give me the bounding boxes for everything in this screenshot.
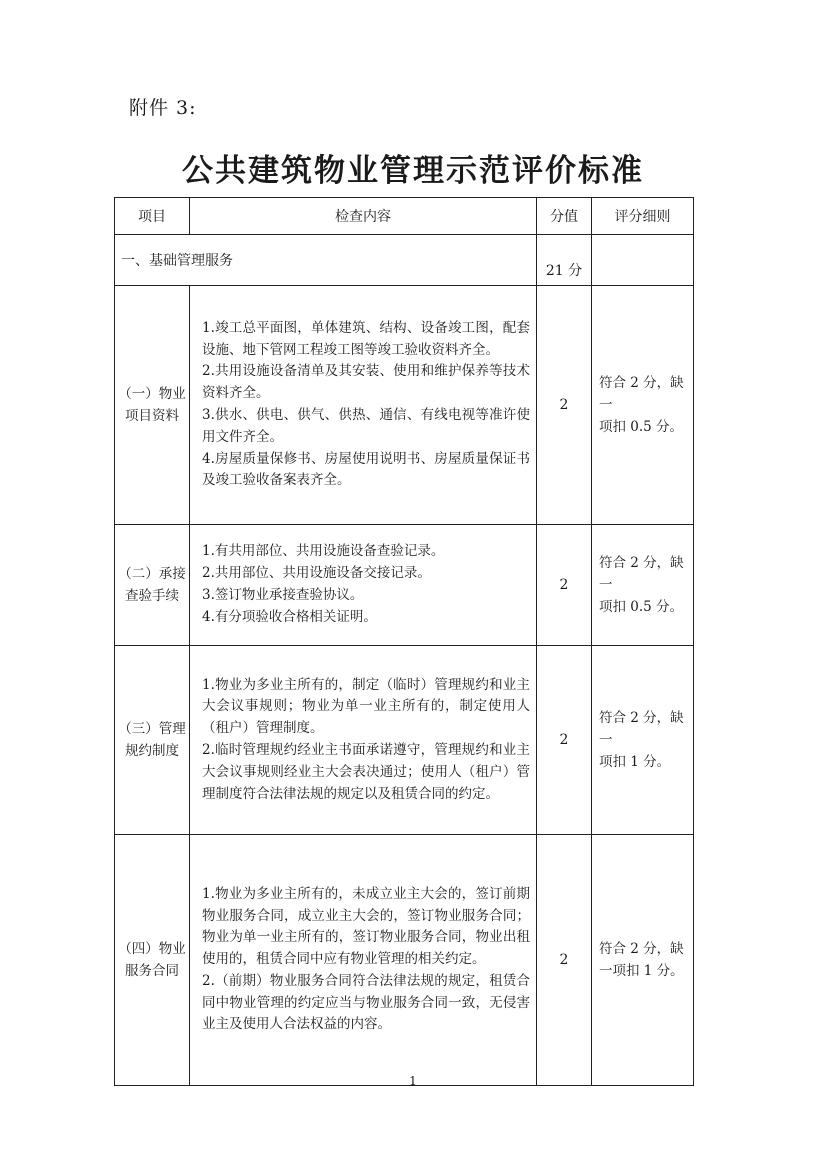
section-label: 一、基础管理服务 — [115, 235, 537, 286]
content-cell — [190, 286, 537, 525]
section-detail-empty — [592, 235, 694, 286]
content-point: 3.签订物业承接查验协议。 — [202, 587, 364, 603]
table-row — [115, 525, 694, 646]
header-score: 分值 — [537, 198, 592, 235]
detail-cell — [592, 646, 694, 835]
content-point: 4.房屋质量保修书、房屋使用说明书、房屋质量保证书及竣工验收备案表齐全。 — [202, 450, 530, 489]
table-header-row — [115, 198, 694, 235]
item-line: （三）管理 — [118, 721, 186, 737]
detail-cell — [592, 835, 694, 1086]
item-cell — [115, 835, 190, 1086]
content-point: 1.物业为多业主所有的，未成立业主大会的，签订前期物业服务合同，成立业主大会的，签订物业服务合同；物业为单一业主所有的，签订物业服务合同，物业出租使用的，租赁合同中应有物业管理的相关约定。 — [202, 885, 530, 968]
detail-line: 项扣 1 分。 — [599, 754, 671, 770]
item-cell — [115, 646, 190, 835]
content-point: 2.共用设施设备清单及其安装、使用和维护保养等技术资料齐全。 — [202, 363, 530, 402]
score-cell: 2 — [537, 835, 592, 1086]
score-cell: 2 — [537, 286, 592, 525]
evaluation-table — [114, 197, 694, 1086]
detail-cell — [592, 525, 694, 646]
score-cell: 2 — [537, 525, 592, 646]
item-line: （一）物业 — [118, 386, 186, 402]
content-cell — [190, 646, 537, 835]
content-point: 2.（前期）物业服务合同符合法律法规的规定，租赁合同中物业管理的约定应当与物业服务合同一致，无侵害业主及使用人合法权益的内容。 — [202, 972, 530, 1033]
score-cell: 2 — [537, 646, 592, 835]
detail-line: 一项扣 1 分。 — [599, 963, 684, 979]
content-point: 1.物业为多业主所有的，制定（临时）管理规约和业主大会议事规则；物业为单一业主所有的，制定使用人（租户）管理制度。 — [202, 676, 530, 737]
item-cell — [115, 525, 190, 646]
content-point: 1.竣工总平面图，单体建筑、结构、设备竣工图，配套设施、地下管网工程竣工图等竣工验收资料齐全。 — [202, 319, 530, 358]
content-point: 2.共用部位、共用设施设备交接记录。 — [202, 565, 431, 582]
item-line: 项目资料 — [125, 408, 179, 424]
attachment-label: 附件 3: — [129, 97, 197, 119]
page-number: 1 — [409, 1074, 417, 1088]
table-row — [115, 286, 694, 525]
detail-line: 项扣 0.5 分。 — [599, 599, 684, 615]
detail-line: 项扣 0.5 分。 — [599, 419, 684, 435]
content-point: 3.供水、供电、供气、供热、通信、有线电视等准许使用文件齐全。 — [202, 407, 530, 445]
detail-line: 符合 2 分，缺一 — [599, 710, 684, 748]
detail-line: 符合 2 分，缺 — [599, 941, 684, 957]
content-cell — [190, 525, 537, 646]
header-item: 项目 — [115, 198, 190, 235]
detail-cell — [592, 286, 694, 525]
item-line: 服务合同 — [125, 963, 179, 979]
section-row — [115, 235, 694, 286]
document-title: 公共建筑物业管理示范评价标准 — [182, 153, 644, 189]
section-score: 21 分 — [537, 235, 592, 286]
header-content: 检查内容 — [190, 198, 537, 235]
content-point: 2.临时管理规约经业主书面承诺遵守，管理规约和业主大会议事规则经业主大会表决通过；使用人（租户）管理制度符合法律法规的规定以及租赁合同的约定。 — [202, 742, 530, 802]
content-point: 4.有分项验收合格相关证明。 — [202, 608, 377, 625]
detail-line: 符合 2 分，缺一 — [599, 375, 684, 413]
item-line: 规约制度 — [125, 743, 179, 759]
item-line: （四）物业 — [118, 941, 186, 957]
content-cell — [190, 835, 537, 1086]
item-line: （二）承接 — [118, 566, 186, 582]
detail-line: 符合 2 分，缺一 — [599, 555, 684, 593]
item-cell — [115, 286, 190, 525]
content-point: 1.有共用部位、共用设施设备查验记录。 — [202, 543, 445, 560]
table-row — [115, 646, 694, 835]
table-row — [115, 835, 694, 1086]
item-line: 查验手续 — [125, 588, 179, 604]
header-detail: 评分细则 — [592, 198, 694, 235]
